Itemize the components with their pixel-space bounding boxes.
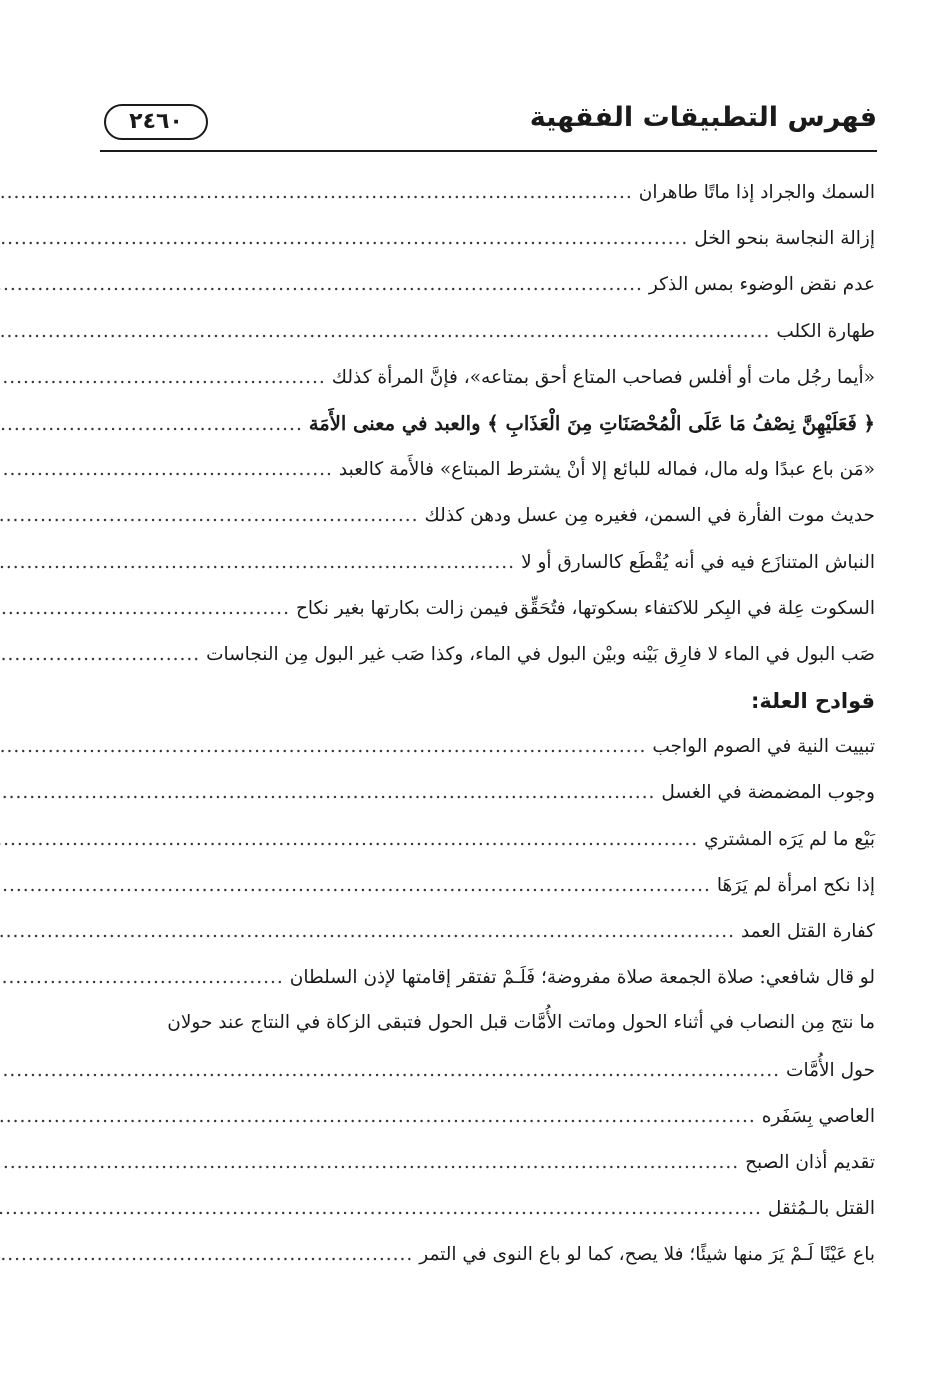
- entry-text: بَيْع ما لم يَرَه المشتري: [704, 828, 875, 850]
- entry-text: إزالة النجاسة بنحو الخل: [694, 228, 875, 250]
- index-entry: [108, 920, 875, 966]
- section-heading: [108, 689, 875, 735]
- index-entry: [108, 320, 875, 366]
- leader-dots: [0, 829, 698, 850]
- entry-text: السكوت عِلة في البِكر للاكتفاء بسكوتها، فتُحَقِّق فيمن زالت بكارتها بغير نكاح: [295, 597, 875, 619]
- entry-text: عدم نقض الوضوء بمس الذكر: [648, 274, 875, 296]
- index-entries: [108, 181, 875, 1290]
- entry-text: حول الأُمَّات: [786, 1059, 875, 1081]
- leader-dots: [0, 367, 326, 388]
- index-entry: [108, 735, 875, 781]
- leader-dots: [0, 321, 770, 342]
- entry-text: صَب البول في الماء لا فارِق بَيْنه وبيْن البول في الماء، وكذا صَب غير البول مِن النجاسات: [206, 643, 875, 665]
- leader-dots: [0, 1106, 756, 1127]
- leader-dots: [0, 459, 333, 480]
- entry-text: تبييت النية في الصوم الواجب: [652, 736, 875, 758]
- leader-dots: [0, 274, 643, 295]
- leader-dots: [0, 875, 711, 896]
- entry-text: طهارة الكلب: [776, 320, 875, 342]
- index-entry: [108, 828, 875, 874]
- leader-dots: [0, 1152, 739, 1173]
- entry-text: النباش المتنازَع فيه في أنه يُقْطَع كالسارق أو لا: [521, 551, 875, 573]
- index-entry: [108, 366, 875, 412]
- entry-text: العاصي بِسَفَره: [761, 1105, 875, 1127]
- header-title: فهرس التطبيقات الفقهية: [529, 102, 877, 133]
- entry-text: باع عَيْنًا لَـمْ يَرَ منها شيئًا؛ فلا يصح، كما لو باع النوى في التمر: [419, 1244, 875, 1266]
- entry-text: لو قال شافعي: صلاة الجمعة صلاة مفروضة؛ فَلَـمْ تفتقر إقامتها لإذن السلطان: [289, 967, 875, 989]
- leader-dots: [0, 644, 200, 665]
- entry-text: ﴿ فَعَلَيْهِنَّ نِصْفُ مَا عَلَى الْمُحْصَنَاتِ مِنَ الْعَذَابِ ﴾ والعبد في معنى الأَمَة: [308, 411, 875, 435]
- index-entry: [108, 781, 875, 827]
- index-entry-first-line: [108, 1012, 875, 1058]
- index-entry-quran: [108, 412, 875, 458]
- leader-dots: [0, 736, 646, 757]
- index-entry: [108, 966, 875, 1012]
- index-entry: [108, 181, 875, 227]
- entry-text: حديث موت الفأرة في السمن، فغيره مِن عسل ودهن كذلك: [424, 505, 875, 527]
- leader-dots: [0, 505, 418, 526]
- index-entry: [108, 1151, 875, 1197]
- leader-dots: [0, 414, 303, 435]
- entry-text: وجوب المضمضة في الغسل: [661, 782, 875, 804]
- section-heading-text: قوادح العلة:: [751, 689, 875, 714]
- leader-dots: [0, 921, 735, 942]
- index-entry: [108, 551, 875, 597]
- index-entry: [108, 874, 875, 920]
- page-header: [100, 98, 877, 148]
- leader-dots: [0, 782, 655, 803]
- entry-text: السمك والجراد إذا ماتًا طاهران: [638, 182, 875, 203]
- index-entry: [108, 597, 875, 643]
- entry-text: تقديم أذان الصبح: [745, 1151, 875, 1173]
- leader-dots: [0, 1198, 762, 1219]
- leader-dots: [0, 1244, 413, 1265]
- leader-dots: [0, 182, 633, 203]
- leader-dots: [0, 1060, 780, 1081]
- page-number-badge: ٢٤٦٠: [104, 104, 208, 140]
- index-entry-continuation: [108, 1059, 875, 1105]
- index-entry: [108, 1243, 875, 1289]
- leader-dots: [0, 228, 688, 249]
- header-divider: [100, 150, 877, 152]
- entry-text: «مَن باع عبدًا وله مال، فماله للبائع إلا أنْ يشترط المبتاع» فالأَمة كالعبد: [338, 459, 875, 481]
- leader-dots: [0, 552, 515, 573]
- entry-text: «أيما رجُل مات أو أفلس فصاحب المتاع أحق بمتاعه»، فإنَّ المرأة كذلك: [331, 366, 875, 388]
- index-entry: [108, 643, 875, 689]
- index-entry: [108, 227, 875, 273]
- entry-text: إذا نكح امرأة لم يَرَهَا: [716, 874, 875, 896]
- index-entry: [108, 1197, 875, 1243]
- entry-text: كفارة القتل العمد: [740, 921, 875, 942]
- index-entry: [108, 458, 875, 504]
- index-entry: [108, 504, 875, 550]
- index-entry: [108, 1105, 875, 1151]
- leader-dots: [0, 967, 284, 988]
- entry-text: القتل بالـمُثقل: [767, 1198, 875, 1220]
- index-entry: [108, 273, 875, 319]
- entry-text: ما نتج مِن النصاب في أثناء الحول وماتت الأُمَّات قبل الحول فتبقى الزكاة في النتاج عند حولان: [167, 1012, 875, 1034]
- leader-dots: [0, 598, 290, 619]
